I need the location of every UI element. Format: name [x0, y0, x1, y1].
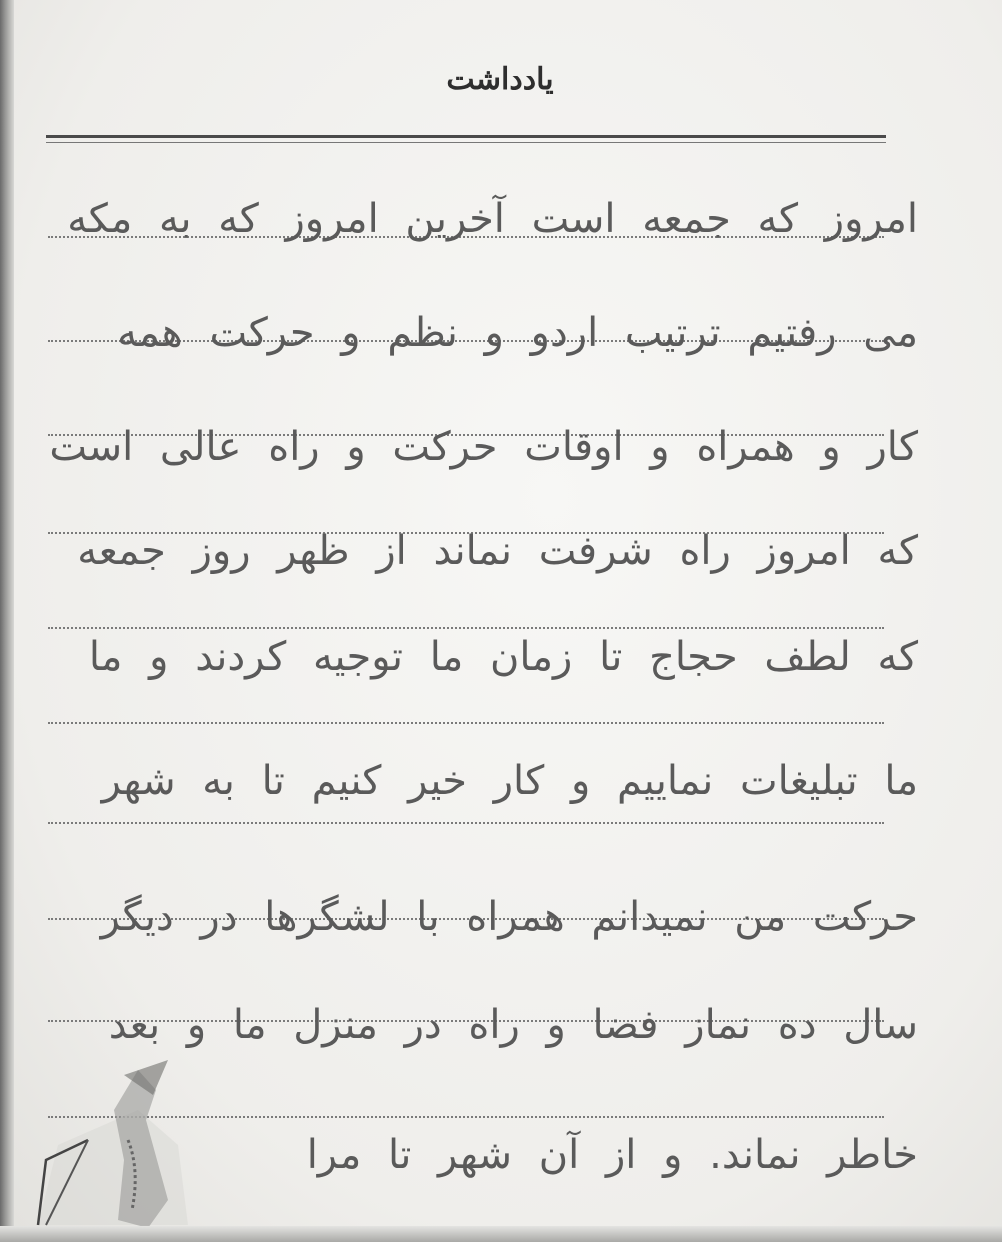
handwritten-line-4: که امروز راه شرفت نماند از ظهر روز جمعه	[77, 528, 918, 574]
ruled-line	[48, 627, 884, 629]
page-bottom-edge	[0, 1226, 1002, 1242]
page-left-shadow	[0, 0, 14, 1242]
faded-stamp-drawing	[28, 1050, 198, 1230]
handwritten-line-2: می رفتیم ترتیب اردو و نظم و حرکت همه	[117, 310, 918, 356]
page-title: یادداشت	[446, 62, 554, 97]
header-rule	[46, 135, 886, 138]
handwritten-line-5: که لطف حجاج تا زمان ما توجیه کردند و ما	[88, 634, 918, 680]
header-rule-thin	[46, 142, 886, 143]
handwritten-line-9: خاطر نماند. و از آن شهر تا مرا	[306, 1132, 918, 1178]
handwritten-line-6: ما تبلیغات نماییم و کار خیر کنیم تا به شهر	[101, 758, 918, 804]
handwritten-line-3: کار و همراه و اوقات حرکت و راه عالی است	[49, 424, 918, 470]
ruled-line	[48, 722, 884, 724]
handwritten-line-8: سال ده نماز فضا و راه در منزل ما و بعد	[108, 1002, 918, 1048]
ruled-line	[48, 822, 884, 824]
handwritten-line-1: امروز که جمعه است آخرین امروز که به مکه	[67, 196, 918, 242]
handwritten-line-7: حرکت من نمیدانم همراه با لشگرها در دیگر	[100, 894, 918, 940]
